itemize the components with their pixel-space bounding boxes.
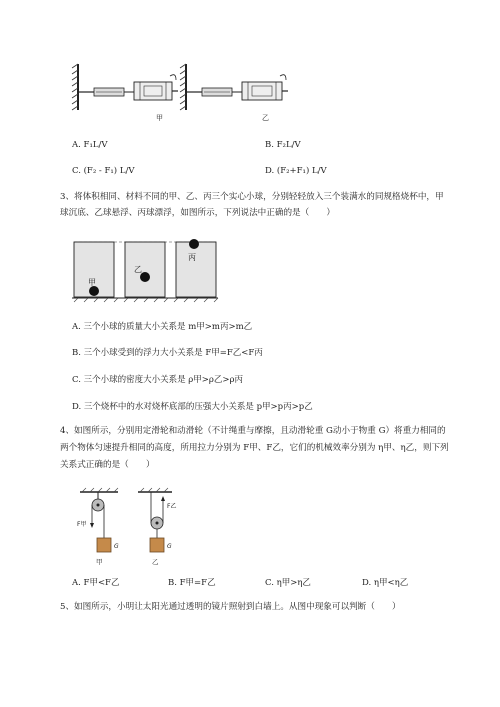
q4-option-a: A. F甲<F乙: [72, 578, 120, 588]
label-bing: 丙: [188, 253, 196, 262]
weight-label-left: G: [114, 543, 119, 550]
weight-label-right: G: [167, 543, 172, 550]
force-label-right: F乙: [167, 503, 177, 510]
q2-option-c: C. (F₂ - F₁) L/V: [72, 166, 135, 176]
q4-stem-line1: 4、如图所示，分别用定滑轮和动滑轮（不计绳重与摩擦，且动滑轮重 G动小于物重 G）将重力相同的: [60, 426, 446, 436]
pulley-label-right: 乙: [152, 558, 159, 566]
q2-option-b: B. F₂L/V: [265, 140, 301, 150]
apparatus-right: [186, 75, 288, 100]
label-yi: 乙: [134, 265, 142, 274]
pulley-figure: [72, 486, 202, 568]
beaker-yi: [125, 242, 165, 297]
q3-option-c: C. 三个小球的密度大小关系是 ρ甲>ρ乙>ρ丙: [72, 375, 244, 385]
q4-option-b: B. F甲=F乙: [168, 578, 216, 588]
q3-option-d: D. 三个烧杯中的水对烧杯底部的压强大小关系是 p甲>p丙>p乙: [72, 402, 313, 412]
middle-wall: [180, 64, 186, 110]
pulley-label-left: 甲: [96, 558, 103, 566]
fixed-pulley-setup: [80, 488, 118, 552]
force-label-left: F甲: [77, 521, 87, 528]
q2-option-a: A. F₁L/V: [72, 140, 108, 150]
q3-option-b: B. 三个小球受到的浮力大小关系是 F甲=F乙<F丙: [72, 348, 263, 358]
beaker-bing: [176, 242, 216, 297]
q4-option-c: C. η甲>η乙: [265, 578, 311, 588]
q4-option-d: D. η甲<η乙: [362, 578, 409, 588]
apparatus-left: [78, 75, 178, 100]
q5-stem: 5、如图所示，小明让太阳光通过透明的镜片照射到白墙上。从图中现象可以判断（ ）: [60, 602, 401, 612]
weight-block-left: [97, 538, 111, 552]
q3-stem-line2: 球沉底、乙球悬浮、丙球漂浮，如图所示，下列说法中正确的是（ ）: [60, 208, 336, 218]
fig-label-right: 乙: [262, 114, 269, 122]
fig-label-left: 甲: [156, 114, 163, 122]
syringe-figure: [70, 60, 300, 130]
ball-bing: [189, 239, 199, 249]
weight-block-right: [150, 538, 164, 552]
q4-stem-line3: 关系式正确的是（ ）: [60, 460, 155, 470]
q3-stem-line1: 3、将体积相同、材料不同的甲、乙、丙三个实心小球，分别轻轻放入三个装满水的同规格烧杯中，甲: [60, 192, 444, 202]
left-wall: [72, 64, 78, 110]
ground-hatch: [74, 298, 218, 302]
q3-option-a: A. 三个小球的质量大小关系是 m甲>m丙>m乙: [72, 322, 253, 332]
label-jia: 甲: [88, 278, 96, 287]
ball-jia: [89, 286, 99, 296]
beakers-figure: [70, 232, 220, 304]
q4-stem-line2: 两个物体匀速提升相同的高度，所用拉力分别为 F甲、F乙，它们的机械效率分别为 η甲、η乙，则下列: [60, 443, 449, 453]
q2-option-d: D. (F₂+F₁) L/V: [265, 166, 327, 176]
